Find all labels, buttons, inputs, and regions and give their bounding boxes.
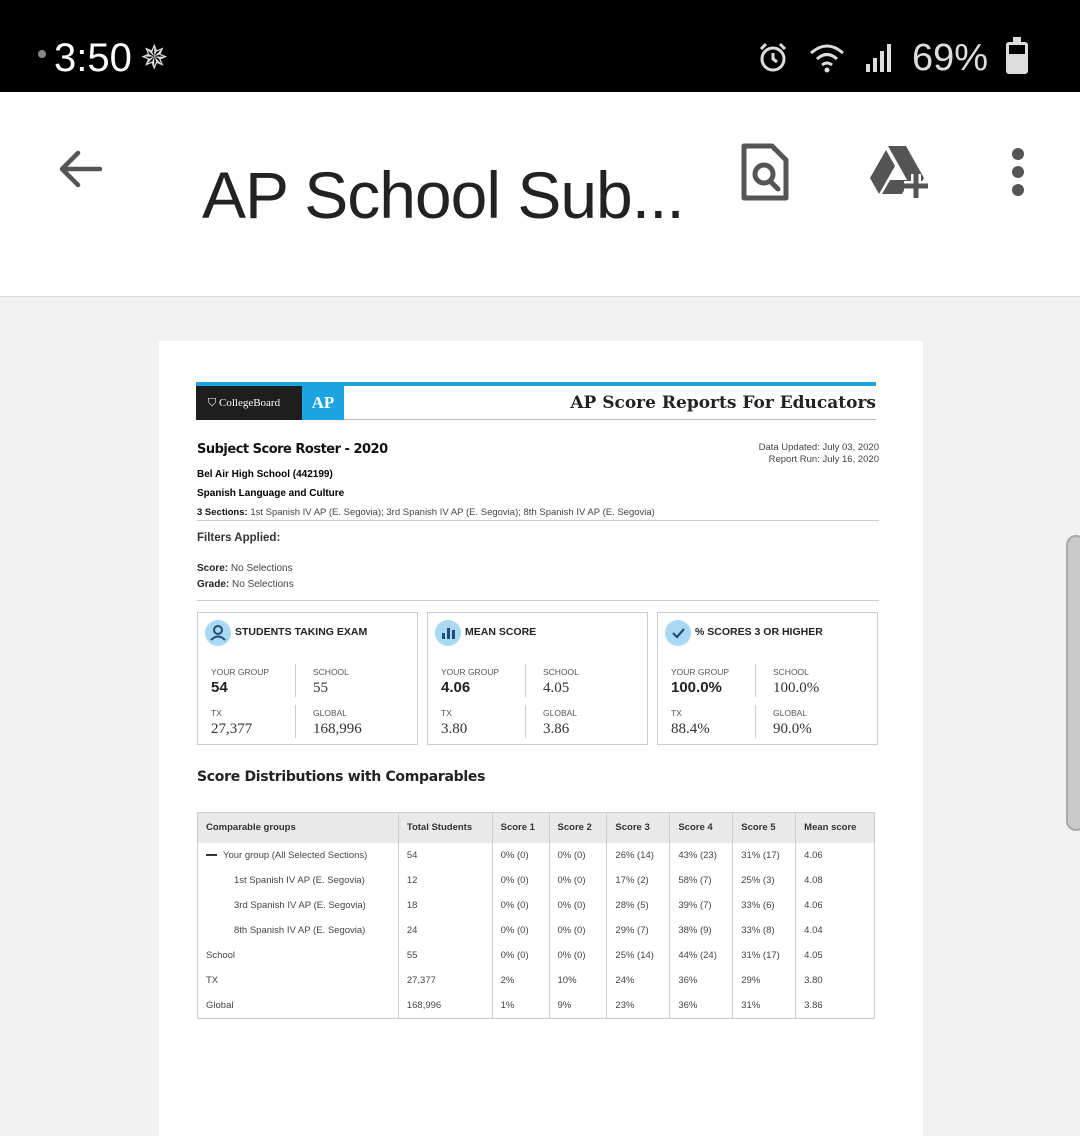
column-header: Comparable groups [198,813,399,843]
table-row [198,968,875,993]
table-cell: 27,377 [398,968,492,993]
status-icons [756,34,1028,82]
metric-tx: TX 3.80 [441,708,468,737]
more-options-icon[interactable] [1000,142,1036,202]
table-cell: 4.04 [796,918,875,943]
table-row [198,918,875,943]
filters-title: Filters Applied: [197,532,281,544]
roster-title: Subject Score Roster - 2020 [197,442,388,457]
table-cell: 36% [670,993,733,1019]
metric-school: SCHOOL 100.0% [773,667,820,696]
metric-tx: TX 27,377 [211,708,253,737]
table-row [198,893,875,918]
table-cell: 28% (5) [607,893,670,918]
scores-3-or-higher-card [657,612,878,745]
table-row [198,993,875,1019]
table-cell: 0% (0) [492,868,549,893]
table-cell: 0% (0) [492,893,549,918]
subject-name: Spanish Language and Culture [197,488,345,499]
card-title: % SCORES 3 OR HIGHER [695,626,823,638]
wifi-icon [808,42,846,74]
table-row [198,868,875,893]
table-cell: 24 [398,918,492,943]
divider [197,600,879,601]
school-name: Bel Air High School (442199) [197,469,333,480]
table-cell: 31% (17) [733,843,796,868]
score-distribution-table [197,812,875,1019]
table-cell: 17% (2) [607,868,670,893]
table-cell: 23% [607,993,670,1019]
group-cell: Global [198,993,399,1019]
alarm-icon [756,41,790,75]
scroll-handle[interactable] [1066,535,1080,831]
table-cell: 168,996 [398,993,492,1019]
table-cell: 25% (14) [607,943,670,968]
table-cell: 2% [492,968,549,993]
table-cell: 0% (0) [549,893,607,918]
group-cell: 1st Spanish IV AP (E. Segovia) [198,868,399,893]
table-cell: 31% (17) [733,943,796,968]
status-bar [0,0,1080,92]
table-cell: 31% [733,993,796,1019]
divider [197,520,879,521]
report-run: Report Run: July 16, 2020 [768,454,879,465]
snowflake-icon: ✵ [140,39,169,77]
table-cell: 10% [549,968,607,993]
table-row [198,943,875,968]
bar-chart-icon [435,620,461,646]
battery-icon [1006,42,1028,74]
mean-score-card [427,612,648,745]
table-cell: 0% (0) [492,918,549,943]
column-header: Mean score [796,813,875,843]
table-cell: 3.86 [796,993,875,1019]
collegeboard-logo: ⛉ CollegeBoard [196,386,302,420]
filter-grade: Grade: No Selections [197,579,294,590]
table-cell: 0% (0) [492,943,549,968]
metric-school: SCHOOL 4.05 [543,667,579,696]
metric-global: GLOBAL 90.0% [773,708,812,737]
table-cell: 58% (7) [670,868,733,893]
group-cell: 8th Spanish IV AP (E. Segovia) [198,918,399,943]
battery-percent: 69% [911,36,988,79]
add-to-drive-icon[interactable] [866,142,932,202]
table-cell: 29% (7) [607,918,670,943]
column-header: Score 1 [492,813,549,843]
metric-school: SCHOOL 55 [313,667,349,696]
table-cell: 29% [733,968,796,993]
column-header: Total Students [398,813,492,843]
metric-your-group: YOUR GROUP 4.06 [441,667,500,696]
table-cell: 12 [398,868,492,893]
data-updated: Data Updated: July 03, 2020 [758,442,879,453]
table-cell: 54 [398,843,492,868]
document-page [159,341,923,1136]
signal-icon [864,42,894,74]
table-cell: 0% (0) [549,843,607,868]
table-cell: 33% (8) [733,918,796,943]
table-header-row [198,813,875,843]
metric-global: GLOBAL 3.86 [543,708,578,737]
table-cell: 33% (6) [733,893,796,918]
table-cell: 55 [398,943,492,968]
filter-score: Score: No Selections [197,563,293,574]
group-cell: 3rd Spanish IV AP (E. Segovia) [198,893,399,918]
table-cell: 25% (3) [733,868,796,893]
column-header: Score 4 [670,813,733,843]
card-title: MEAN SCORE [465,626,537,638]
table-cell: 0% (0) [549,868,607,893]
table-cell: 4.06 [796,893,875,918]
table-cell: 18 [398,893,492,918]
table-cell: 44% (24) [670,943,733,968]
section-title: Score Distributions with Comparables [197,769,486,785]
students-taking-exam-card [197,612,418,745]
report-header [196,382,876,420]
checkmark-icon [665,620,691,646]
table-cell: 4.06 [796,843,875,868]
metric-tx: TX 88.4% [671,708,710,737]
find-in-page-icon[interactable] [736,142,792,202]
back-arrow-icon[interactable] [56,145,104,193]
table-cell: 26% (14) [607,843,670,868]
table-cell: 4.05 [796,943,875,968]
metric-global: GLOBAL 168,996 [313,708,362,737]
table-cell: 1% [492,993,549,1019]
ap-logo: AP [302,386,344,420]
status-time: 3:50 [54,36,132,80]
card-title: STUDENTS TAKING EXAM [235,626,368,638]
table-cell: 39% (7) [670,893,733,918]
sections-line: 3 Sections: 1st Spanish IV AP (E. Segovia); 3rd Spanish IV AP (E. Segovia); 8th Spanish IV AP (E. Segovia) [197,507,655,518]
table-cell: 36% [670,968,733,993]
table-cell: 0% (0) [549,943,607,968]
group-cell[interactable]: Your group (All Selected Sections) [198,843,399,868]
metric-your-group: YOUR GROUP 100.0% [671,667,730,696]
table-cell: 43% (23) [670,843,733,868]
table-cell: 38% (9) [670,918,733,943]
person-icon [205,620,231,646]
column-header: Score 5 [733,813,796,843]
metric-your-group: YOUR GROUP 54 [211,667,270,696]
document-title: AP School Sub... [202,158,684,232]
group-cell: School [198,943,399,968]
table-cell: 4.08 [796,868,875,893]
table-cell: 3.80 [796,968,875,993]
column-header: Score 2 [549,813,607,843]
table-cell: 24% [607,968,670,993]
table-cell: 0% (0) [549,918,607,943]
table-row [198,843,875,868]
table-cell: 9% [549,993,607,1019]
table-cell: 0% (0) [492,843,549,868]
collapse-icon[interactable] [206,854,217,856]
report-title: AP Score Reports For Educators [570,393,876,413]
group-cell: TX [198,968,399,993]
notification-dot [38,50,46,58]
report-dates [759,442,879,466]
column-header: Score 3 [607,813,670,843]
